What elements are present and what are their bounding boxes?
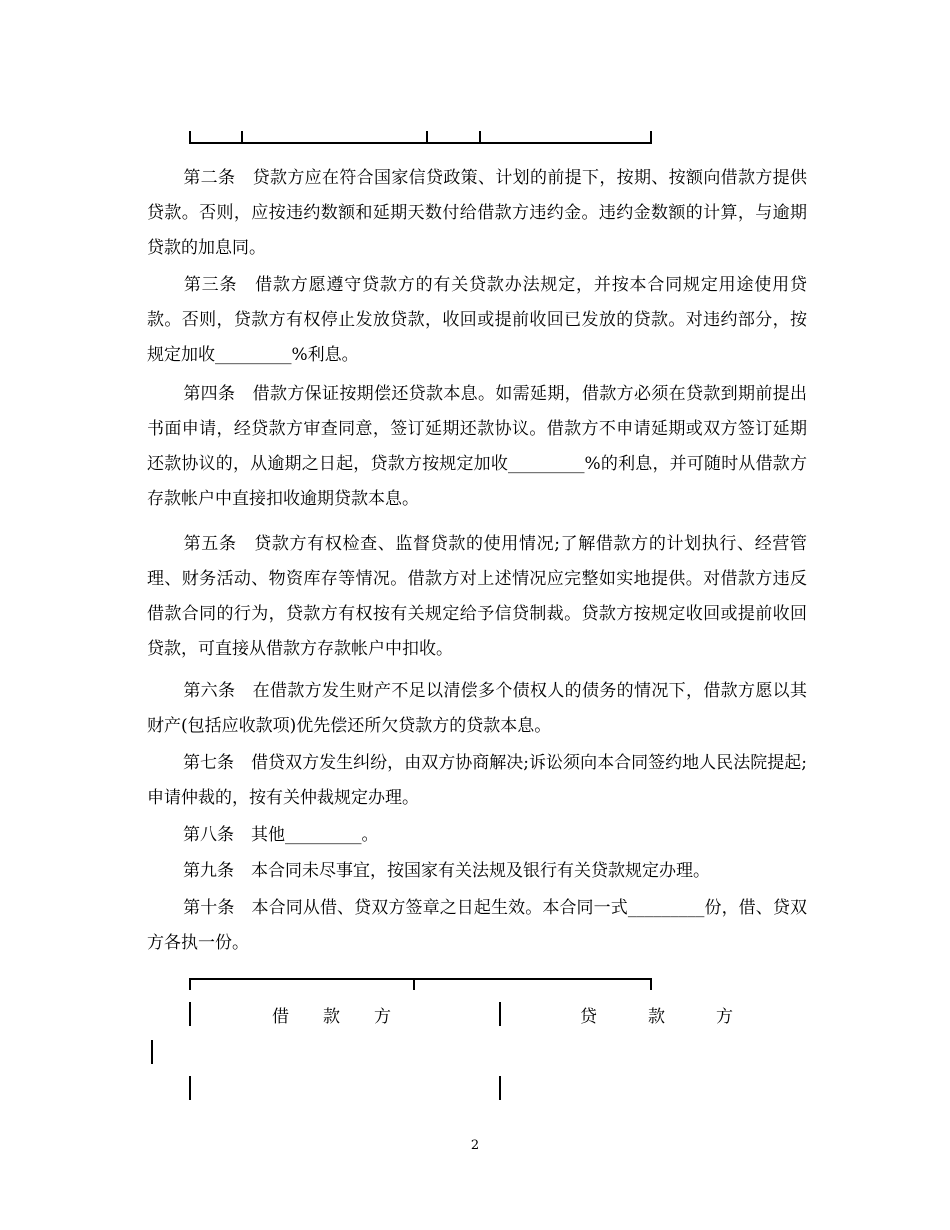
article-4: 第四条 借款方保证按期偿还贷款本息。如需延期，借款方必须在贷款到期前提出书面申请，经贷款方审查同意，签订延期还款协议。借款方不申请延期或双方签订延期还款协议的，从逾期之日起，贷款方按规定加收_________%的利息，并可随时从借款方存款帐户中直接扣收逾期贷款本息。 [147,384,807,509]
article-2: 第二条 贷款方应在符合国家信贷政策、计划的前提下，按期、按额向借款方提供贷款。否则，应按违约数额和延期天数付给借款方违约金。违约金数额的计算，与逾期贷款的加息同。 [147,168,807,258]
article-9: 第九条 本合同未尽事宜，按国家有关法规及银行有关贷款规定办理。 [183,861,710,881]
borrower-label: 借 款 方 [272,1007,391,1027]
article-10: 第十条 本合同从借、贷双方签章之日起生效。本合同一式_________份，借、贷双方各执一份。 [147,898,807,953]
article-5: 第五条 贷款方有权检查、监督贷款的使用情况;了解借款方的计划执行、经营管理、财务活动、物资库存等情况。借款方对上述情况应完整如实地提供。对借款方违反借款合同的行为，贷款方有权按有关规定给予信贷制裁。贷款方按规定收回或提前收回贷款，可直接从借款方存款帐户中扣收。 [147,534,807,659]
lender-label: 贷 款 方 [580,1007,733,1027]
article-3: 第三条 借款方愿遵守贷款方的有关贷款办法规定，并按本合同规定用途使用贷款。否则，贷款方有权停止发放贷款，收回或提前收回已发放的贷款。对违约部分，按规定加收_________%利息。 [147,275,807,365]
article-8: 第八条 其他_________。 [183,825,379,845]
page-number: 2 [470,1138,480,1153]
article-7: 第七条 借贷双方发生纠纷，由双方协商解决;诉讼须向本合同签约地人民法院提起;申请仲裁的，按有关仲裁规定办理。 [147,753,807,808]
article-6: 第六条 在借款方发生财产不足以清偿多个债权人的债务的情况下，借款方愿以其财产(包括应收款项)优先偿还所欠贷款方的贷款本息。 [147,681,807,736]
